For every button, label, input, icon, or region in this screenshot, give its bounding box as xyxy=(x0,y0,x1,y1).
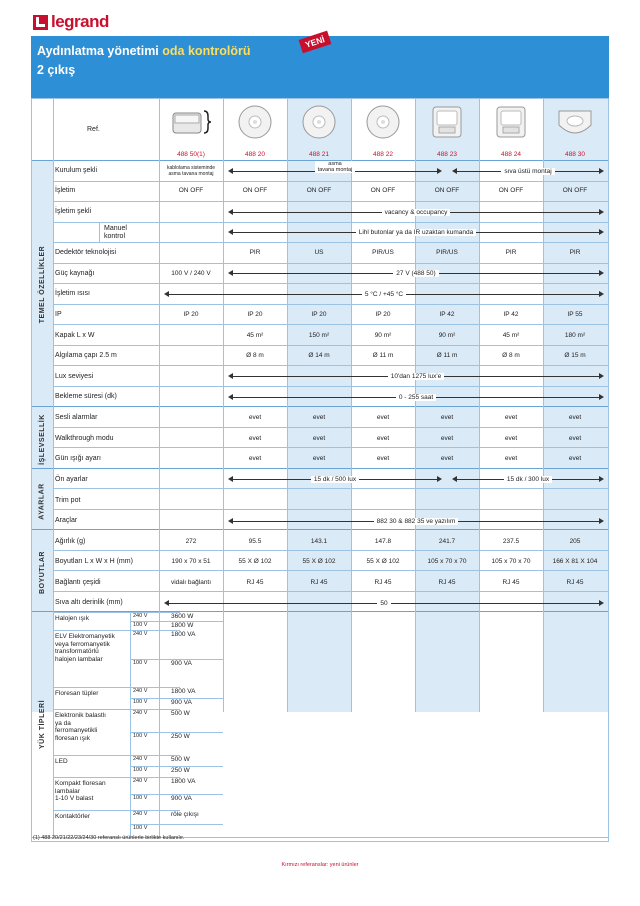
round-ceiling-sensor-icon xyxy=(363,103,403,141)
section-divider xyxy=(32,468,608,469)
load-power: 900 VA xyxy=(171,660,192,667)
round-ceiling-sensor-icon xyxy=(299,103,339,141)
load-divider xyxy=(53,612,180,613)
cell-algilama: Ø 15 m xyxy=(564,352,586,359)
cell-ip: IP 42 xyxy=(439,311,455,318)
load-label: LED xyxy=(55,758,68,765)
wall-sensor-icon xyxy=(427,103,467,141)
cell-isletim: ON OFF xyxy=(562,187,588,194)
load-voltage: 100 V xyxy=(133,825,148,831)
row-label-isletim: İşletim xyxy=(55,187,76,194)
arrow-on-ayar-2: 15 dk / 300 lux xyxy=(452,475,604,484)
row-divider xyxy=(53,263,608,264)
round-ceiling-sensor-icon xyxy=(235,103,275,141)
row-label-algilama: Algılama çapı 2.5 m xyxy=(55,352,117,359)
row-label-ip: IP xyxy=(55,311,62,318)
cell-sesli: evet xyxy=(504,414,518,421)
wall-sensor-icon xyxy=(491,103,531,141)
row-label-on-ayar: Ön ayarlar xyxy=(55,476,88,483)
cell-boyut: 55 X Ø 102 xyxy=(238,558,272,565)
load-voltage: 240 V xyxy=(133,688,148,694)
cell-dedektor: PIR xyxy=(249,249,261,256)
cell-guc-c1: 100 V / 240 V xyxy=(171,270,211,277)
cell-walk: evet xyxy=(440,435,454,442)
row-divider xyxy=(53,591,608,592)
brand-name: legrand xyxy=(51,12,109,31)
product-cell xyxy=(159,99,223,160)
legrand-logo xyxy=(33,12,109,32)
cell-ip: IP 20 xyxy=(375,311,391,318)
product-code: 488 23 xyxy=(437,151,457,158)
row-label-manuel: Manuel kontrol xyxy=(104,225,127,240)
product-code: 488 24 xyxy=(501,151,521,158)
footnote: (1) 488 20/21/22/23/24/30 referanslı ürünlerle birlikte kullanılır. xyxy=(33,835,185,841)
cell-gun: evet xyxy=(312,455,326,462)
group-yuk: YÜK TİPLERİ xyxy=(39,699,46,750)
cell-sesli: evet xyxy=(440,414,454,421)
cell-baglanti: RJ 45 xyxy=(502,579,520,586)
row-divider xyxy=(53,509,608,510)
round-ceiling-sensor-icon xyxy=(299,103,339,141)
arrow-bekleme: 0 - 255 saat xyxy=(228,393,604,402)
load-label: Kontaktörler xyxy=(55,813,91,820)
cell-gun: evet xyxy=(568,455,582,462)
group-ayarlar: AYARLAR xyxy=(39,482,46,520)
cell-walk: evet xyxy=(504,435,518,442)
arrow-manuel: Lihl butonlar ya da IR uzaktan kumanda xyxy=(228,228,604,237)
load-power: 3600 W xyxy=(171,613,194,620)
cell-isletim: ON OFF xyxy=(498,187,524,194)
cell-agirlik: 272 xyxy=(185,538,197,545)
load-power: 500 W xyxy=(171,756,190,763)
row-label-kapak: Kapak L x W xyxy=(55,332,95,339)
cell-walk: evet xyxy=(376,435,390,442)
load-power: röle çıkışı xyxy=(171,811,199,818)
row-divider xyxy=(53,386,608,387)
product-code: 488 30 xyxy=(565,151,585,158)
new-badge: YENİ xyxy=(299,31,332,54)
row-divider xyxy=(53,324,608,325)
cell-baglanti: RJ 45 xyxy=(246,579,264,586)
title-accent: oda kontrolörü xyxy=(162,44,251,58)
load-power: 250 W xyxy=(171,733,190,740)
cell-baglanti: RJ 45 xyxy=(374,579,392,586)
row-divider xyxy=(53,283,608,284)
row-label-agirlik: Ağırlık (g) xyxy=(55,538,86,545)
row-label-baglanti: Bağlantı çeşidi xyxy=(55,579,101,586)
row-label-trim: Trim pot xyxy=(55,497,81,504)
group-boyutlar: BOYUTLAR xyxy=(39,550,47,594)
product-cell xyxy=(287,99,351,160)
arrow-lux: 10'dan 1275 lux'e xyxy=(228,372,604,381)
load-power: 500 W xyxy=(171,710,190,717)
cell-ip: IP 55 xyxy=(567,311,583,318)
cell-kapak: 90 m² xyxy=(438,332,456,339)
corner-sensor-icon xyxy=(555,103,595,141)
spec-table xyxy=(31,98,609,842)
row-divider xyxy=(53,427,608,428)
cell-boyut: 166 X 81 X 104 xyxy=(552,558,598,565)
page-title xyxy=(37,44,250,58)
cell-kapak: 180 m² xyxy=(564,332,586,339)
cell-kapak: 150 m² xyxy=(308,332,330,339)
arrow-siva: 50 xyxy=(164,599,604,608)
load-power: 1800 VA xyxy=(171,688,196,695)
cell-sesli: evet xyxy=(568,414,582,421)
row-divider xyxy=(53,550,608,551)
row-label-isisi: İşletim ısısı xyxy=(55,290,91,297)
cell-baglanti: RJ 45 xyxy=(310,579,328,586)
load-divider xyxy=(53,755,180,756)
divider xyxy=(99,222,100,242)
load-divider xyxy=(53,810,180,811)
row-divider xyxy=(53,201,608,202)
cell-isletim: ON OFF xyxy=(434,187,460,194)
row-label-araclar: Araçlar xyxy=(55,517,78,524)
row-label-dedektor: Dedektör teknolojisi xyxy=(55,249,117,256)
row-label-lux: Lux seviyesi xyxy=(55,373,94,380)
title-banner xyxy=(31,36,609,98)
cell-isletim: ON OFF xyxy=(370,187,396,194)
row-label-siva: Sıva altı derinlik (mm) xyxy=(55,599,123,606)
control-box-icon xyxy=(171,103,211,141)
cell-sesli: evet xyxy=(248,414,262,421)
product-code: 488 22 xyxy=(373,151,393,158)
cell-algilama: Ø 11 m xyxy=(372,352,394,359)
cell-boyut: 55 X Ø 102 xyxy=(302,558,336,565)
cell-algilama: Ø 11 m xyxy=(436,352,458,359)
load-power: 900 VA xyxy=(171,795,192,802)
section-divider xyxy=(32,529,608,530)
load-divider xyxy=(53,630,180,631)
product-cell xyxy=(415,99,479,160)
arrow-guc: 27 V (488 50) xyxy=(228,269,604,278)
cell-baglanti: RJ 45 xyxy=(438,579,456,586)
group-islevsellik: İŞLEVSELLİK xyxy=(39,414,46,465)
load-voltage: 100 V xyxy=(133,622,148,628)
load-divider xyxy=(53,687,180,688)
load-voltage: 100 V xyxy=(133,767,148,773)
load-voltage: 240 V xyxy=(133,756,148,762)
load-voltage: 100 V xyxy=(133,699,148,705)
load-label: Elektronik balastlı ya da ferromanyetikli floresan ışık xyxy=(55,712,106,742)
cell-baglanti: RJ 45 xyxy=(566,579,584,586)
product-cell xyxy=(543,99,607,160)
row-label-walk: Walkthrough modu xyxy=(55,435,114,442)
cell-baglanti: vidalı bağlantı xyxy=(170,579,212,586)
cell-ip: IP 20 xyxy=(183,311,199,318)
load-power: 1800 VA xyxy=(171,778,196,785)
product-code: 488 21 xyxy=(309,151,329,158)
load-voltage: 100 V xyxy=(133,795,148,801)
row-divider xyxy=(53,181,608,182)
cell-kapak: 90 m² xyxy=(374,332,392,339)
cell-gun: evet xyxy=(248,455,262,462)
cell-sesli: evet xyxy=(312,414,326,421)
cell-kapak: 45 m² xyxy=(502,332,520,339)
load-voltage: 100 V xyxy=(133,660,148,666)
row-divider xyxy=(53,242,608,243)
cell-kapak: 45 m² xyxy=(246,332,264,339)
corner-sensor-icon xyxy=(555,103,595,141)
cell-algilama: Ø 14 m xyxy=(308,352,330,359)
cell-boyut: 105 x 70 x 70 xyxy=(427,558,467,565)
load-label: Floresan tüpler xyxy=(55,690,99,697)
load-voltage: 100 V xyxy=(133,733,148,739)
cell-agirlik: 205 xyxy=(569,538,581,545)
cell-agirlik: 237.5 xyxy=(502,538,520,545)
arrow-on-ayar-1: 15 dk / 500 lux xyxy=(228,475,442,484)
cell-kurulum-c1: kablolama sisteminde asma tavana montaj xyxy=(166,165,216,177)
arrow-araclar: 882 30 & 882 35 ve yazılım xyxy=(228,517,604,526)
legrand-logo-icon xyxy=(33,15,48,30)
row-label-kurulum: Kurulum şekli xyxy=(55,167,98,174)
row-divider xyxy=(53,365,608,366)
cell-ip: IP 20 xyxy=(247,311,263,318)
round-ceiling-sensor-icon xyxy=(363,103,403,141)
load-voltage: 240 V xyxy=(133,811,148,817)
cell-isletim: ON OFF xyxy=(306,187,332,194)
control-box-icon xyxy=(171,103,211,141)
cell-ip: IP 20 xyxy=(311,311,327,318)
cell-algilama: Ø 8 m xyxy=(502,352,520,359)
load-divider xyxy=(53,709,180,710)
load-power: 250 W xyxy=(171,767,190,774)
load-label: ELV Elektromanyetik veya ferromanyetik transformatörlü halojen lambalar xyxy=(55,633,115,663)
wall-sensor-icon xyxy=(491,103,531,141)
cell-gun: evet xyxy=(504,455,518,462)
cell-sesli: evet xyxy=(376,414,390,421)
cell-dedektor: PIR xyxy=(505,249,517,256)
round-ceiling-sensor-icon xyxy=(235,103,275,141)
cell-agirlik: 241.7 xyxy=(438,538,456,545)
arrow-isletim-sekli: vacancy & occupancy xyxy=(228,208,604,217)
row-divider xyxy=(53,447,608,448)
row-divider xyxy=(53,345,608,346)
cell-boyut: 105 x 70 x 70 xyxy=(491,558,531,565)
cell-gun: evet xyxy=(376,455,390,462)
title-main: Aydınlatma yönetimi xyxy=(37,44,159,58)
load-power: 1800 W xyxy=(171,622,194,629)
cell-dedektor: US xyxy=(314,249,324,256)
row-label-gun: Gün ışığı ayarı xyxy=(55,455,101,462)
row-label-bekleme: Bekleme süresi (dk) xyxy=(55,393,117,400)
cell-ip: IP 42 xyxy=(503,311,519,318)
row-divider xyxy=(53,570,608,571)
cell-gun: evet xyxy=(440,455,454,462)
load-voltage: 240 V xyxy=(133,778,148,784)
cell-walk: evet xyxy=(248,435,262,442)
load-voltage: 240 V xyxy=(133,631,148,637)
load-divider xyxy=(53,777,180,778)
cell-isletim: ON OFF xyxy=(178,187,204,194)
product-cell xyxy=(223,99,287,160)
row-label-boyut: Boyutları L x W x H (mm) xyxy=(55,558,133,565)
divider xyxy=(53,99,54,837)
row-label-guc: Güç kaynağı xyxy=(55,270,95,277)
cell-dedektor: PIR xyxy=(569,249,581,256)
load-label: Halojen ışık xyxy=(55,615,89,622)
cell-isletim: ON OFF xyxy=(242,187,268,194)
group-temel: TEMEL ÖZELLİKLER xyxy=(39,245,47,324)
row-label-sesli: Sesli alarmlar xyxy=(55,414,98,421)
load-voltage: 240 V xyxy=(133,613,148,619)
cell-algilama: Ø 8 m xyxy=(246,352,264,359)
row-divider xyxy=(53,304,608,305)
row-label-isletim-sekli: İşletim şekli xyxy=(55,208,92,215)
load-voltage: 240 V xyxy=(133,710,148,716)
cell-walk: evet xyxy=(568,435,582,442)
cell-walk: evet xyxy=(312,435,326,442)
product-cell xyxy=(479,99,543,160)
cell-boyut: 55 X Ø 102 xyxy=(366,558,400,565)
divider xyxy=(130,612,131,837)
product-code: 488 50(1) xyxy=(177,151,205,158)
page-subtitle: 2 çıkış xyxy=(37,63,76,77)
cell-agirlik: 147.8 xyxy=(374,538,392,545)
section-divider xyxy=(32,406,608,407)
cell-dedektor: PIR/US xyxy=(372,249,394,256)
cell-boyut: 190 x 70 x 51 xyxy=(171,558,211,565)
arrow-kurulum-1: asma tavana montaj xyxy=(228,167,442,176)
cell-agirlik: 95.5 xyxy=(248,538,262,545)
product-cell xyxy=(351,99,415,160)
cell-dedektor: PIR/US xyxy=(436,249,458,256)
ref-label: Ref. xyxy=(87,126,100,133)
arrow-isisi: 5 °C / +45 °C xyxy=(164,290,604,299)
product-code: 488 20 xyxy=(245,151,265,158)
load-power: 900 VA xyxy=(171,699,192,706)
load-label: Kompakt floresan lambalar 1-10 V balast xyxy=(55,780,106,802)
row-divider xyxy=(53,488,608,489)
load-power: 1800 VA xyxy=(171,631,196,638)
cell-agirlik: 143.1 xyxy=(310,538,328,545)
footer-legend: Kırmızı referanslar: yeni ürünler xyxy=(281,862,359,868)
arrow-kurulum-2: sıva üstü montaj xyxy=(452,167,604,176)
divider xyxy=(159,99,160,837)
row-divider xyxy=(53,222,608,223)
wall-sensor-icon xyxy=(427,103,467,141)
